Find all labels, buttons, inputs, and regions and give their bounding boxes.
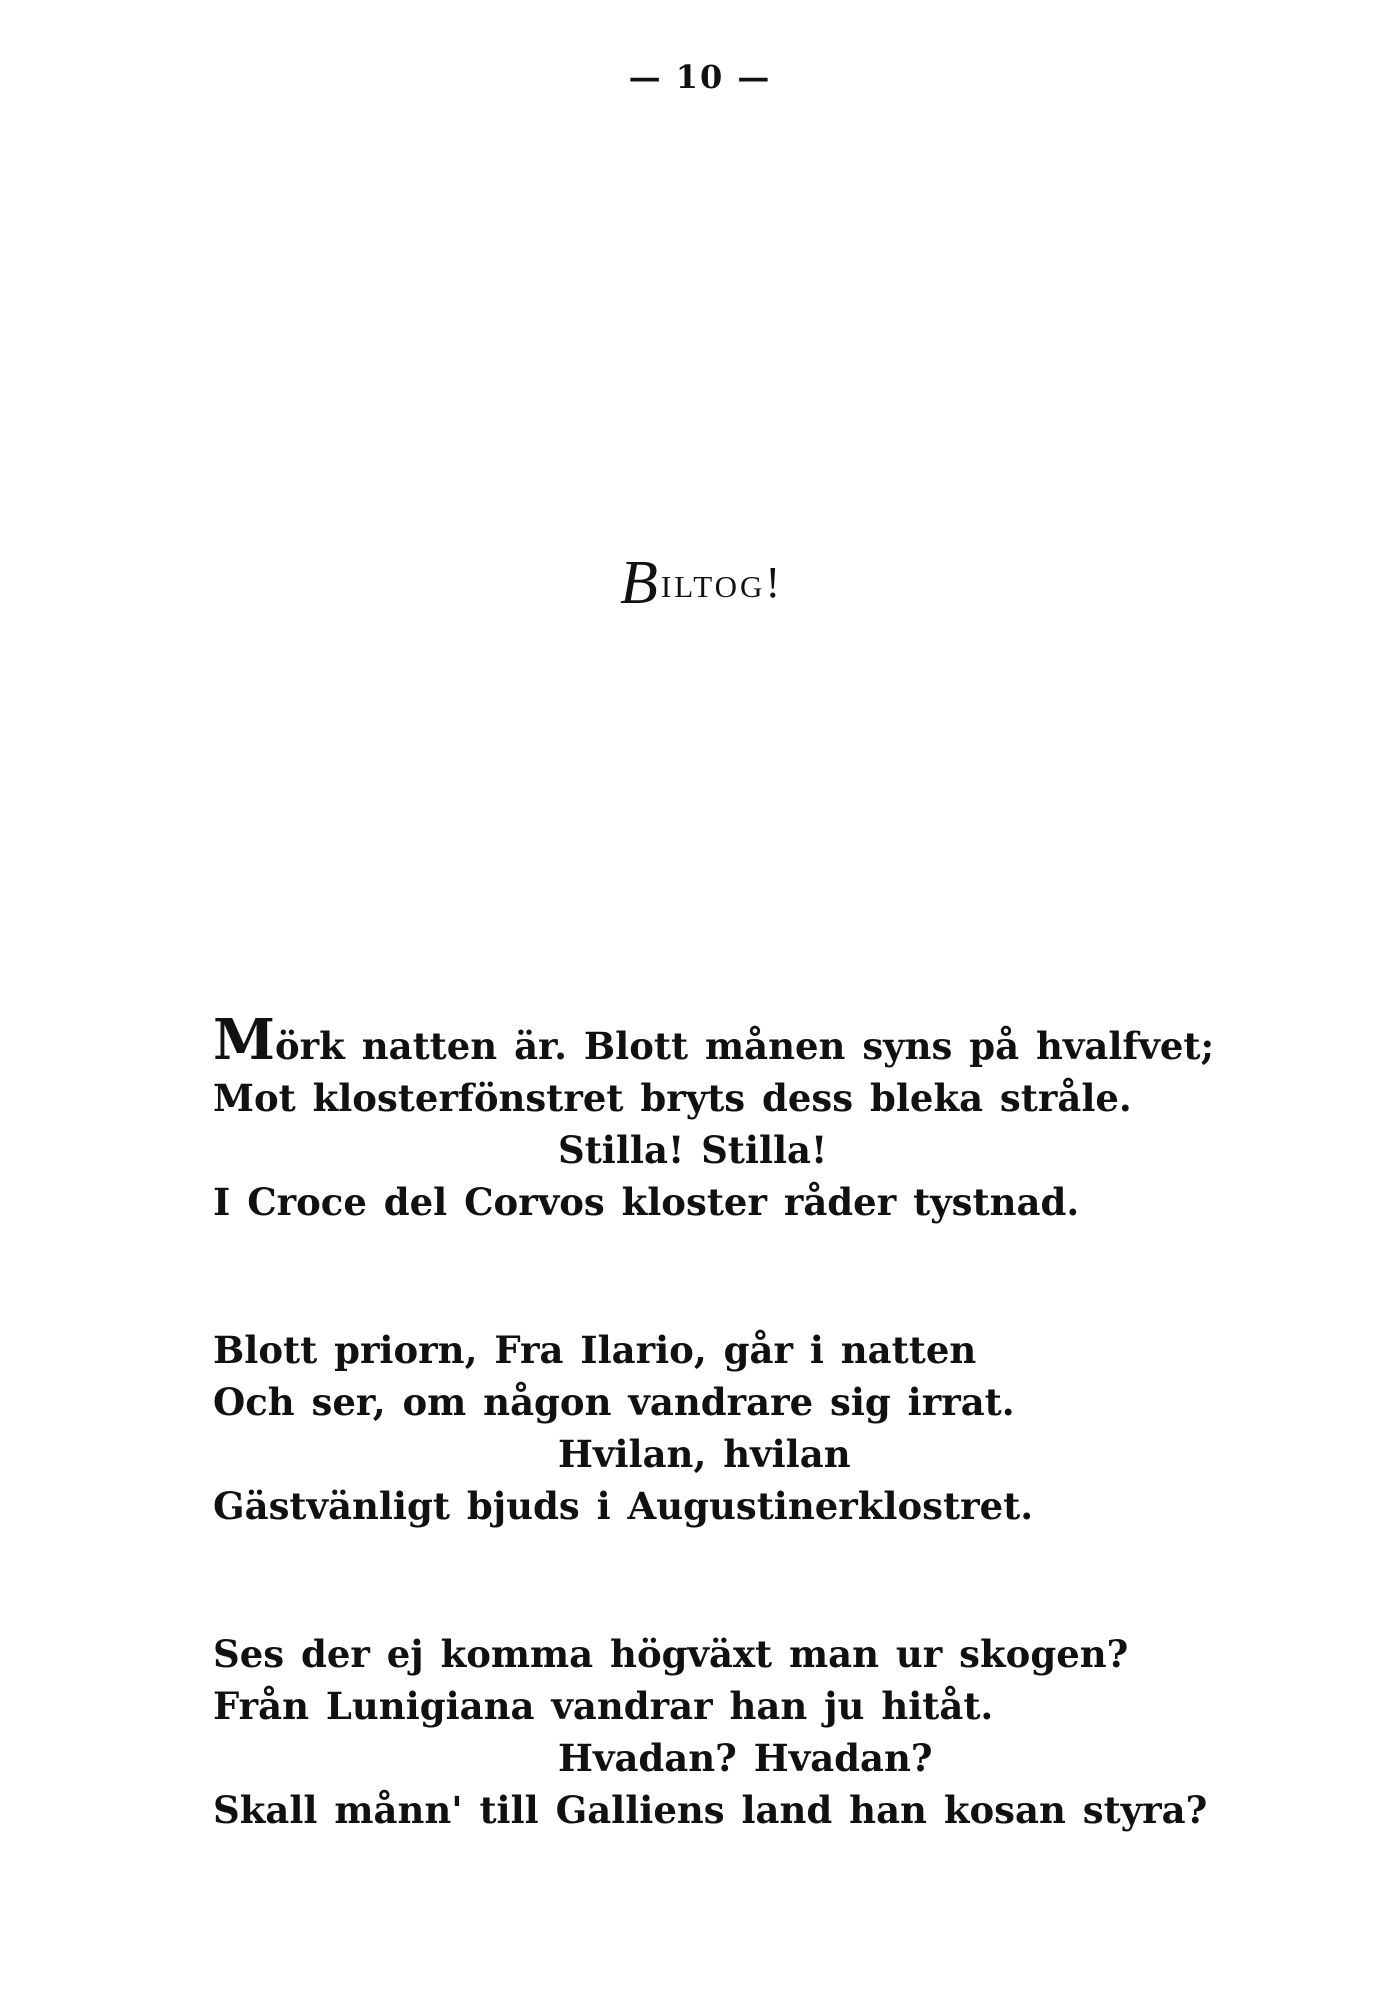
- title-rest: iltog!: [660, 558, 784, 607]
- poem-title: [620, 548, 783, 619]
- verse-line: Och ser, om någon vandrare sig irrat.: [213, 1380, 1015, 1424]
- verse-line-text: örk natten är. Blott månen syns på hvalfvet;: [275, 1024, 1215, 1068]
- verse-line: Från Lunigiana vandrar han ju hitåt.: [213, 1684, 994, 1728]
- verse-line: [213, 1007, 1215, 1073]
- verse-line: Mot klosterfönstret bryts dess bleka stråle.: [213, 1076, 1132, 1120]
- title-initial: B: [620, 549, 661, 617]
- refrain-line: Hvadan? Hvadan?: [558, 1736, 933, 1780]
- poem-body: [213, 1007, 1215, 1932]
- refrain-line: Hvilan, hvilan: [558, 1432, 851, 1476]
- stanza-2: [213, 1324, 1213, 1532]
- verse-line: Gästvänligt bjuds i Augustinerklostret.: [213, 1484, 1034, 1528]
- verse-line: Blott priorn, Fra Ilario, går i natten: [213, 1328, 977, 1372]
- refrain-line: Stilla! Stilla!: [558, 1128, 828, 1172]
- verse-line: Ses der ej komma högväxt man ur skogen?: [213, 1632, 1129, 1676]
- drop-cap: M: [213, 1007, 275, 1073]
- verse-line: I Croce del Corvos kloster råder tystnad.: [213, 1180, 1080, 1224]
- stanza-1: [213, 1007, 1215, 1228]
- stanza-3: [213, 1628, 1213, 1836]
- page-number: — 10 —: [628, 58, 772, 96]
- verse-line: Skall månn' till Galliens land han kosan styra?: [213, 1788, 1208, 1832]
